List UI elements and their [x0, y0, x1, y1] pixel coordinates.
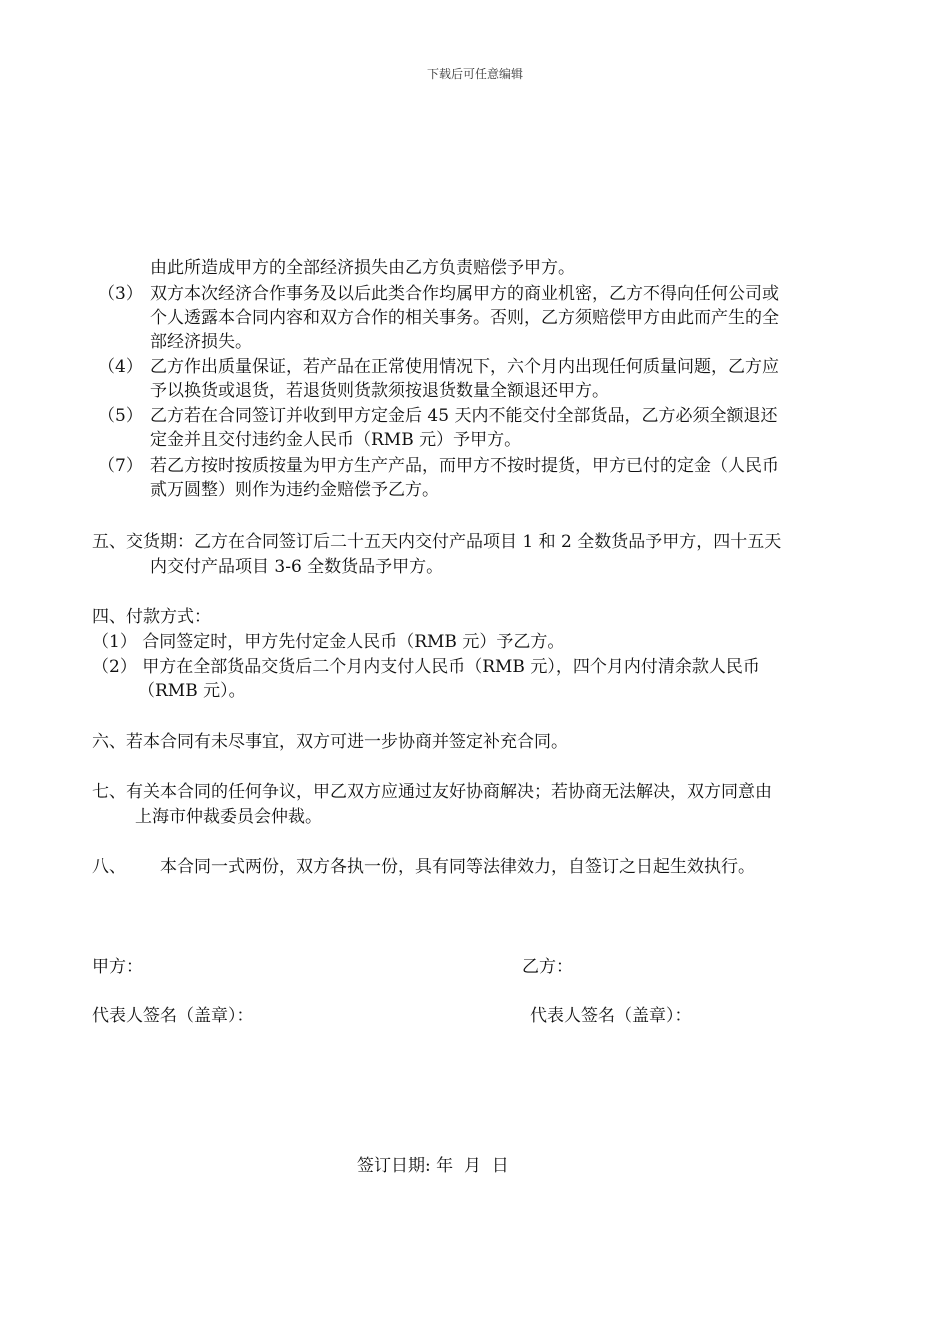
clause-4-line-1: 乙方作出质量保证，若产品在正常使用情况下，六个月内出现任何质量问题，乙方应: [150, 357, 779, 377]
party-b-label: 乙方：: [522, 957, 573, 977]
clause-5-line-2: 定金并且交付违约金人民币（RMB 元）予甲方。: [150, 430, 522, 450]
clause-continued-text: 由此所造成甲方的全部经济损失由乙方负责赔偿予甲方。: [150, 258, 575, 278]
representative-a-signature-label: 代表人签名（盖章）：: [92, 1006, 254, 1026]
copies-number: 八、: [92, 857, 126, 877]
sign-date: 签订日期: 年 月 日: [357, 1156, 509, 1176]
clause-3-line-1: 双方本次经济合作事务及以后此类合作均属甲方的商业机密，乙方不得向任何公司或: [150, 284, 779, 304]
copies-text: 本合同一式两份，双方各执一份，具有同等法律效力，自签订之日起生效执行。: [160, 857, 755, 877]
supplement-text: 六、若本合同有未尽事宜，双方可进一步协商并签定补充合同。: [92, 732, 568, 752]
clause-5-number: （5）: [98, 406, 143, 426]
dispute-line-1: 七、有关本合同的任何争议，甲乙双方应通过友好协商解决；若协商无法解决，双方同意由: [92, 782, 772, 802]
representative-b-signature-label: 代表人签名（盖章）：: [530, 1006, 692, 1026]
payment-item-2-line-1: （2） 甲方在全部货品交货后二个月内支付人民币（RMB 元），四个月内付清余款人民币: [92, 657, 760, 677]
delivery-line-2: 内交付产品项目 3-6 全数货品予甲方。: [150, 557, 444, 577]
payment-item-1: （1） 合同签定时，甲方先付定金人民币（RMB 元）予乙方。: [92, 632, 565, 652]
payment-item-2-line-2: （RMB 元）。: [138, 681, 246, 701]
clause-5-line-1: 乙方若在合同签订并收到甲方定金后 45 天内不能交付全部货品，乙方必须全额退还: [150, 406, 778, 426]
delivery-line-1: 五、交货期：乙方在合同签订后二十五天内交付产品项目 1 和 2 全数货品予甲方，四十五天: [92, 532, 782, 552]
clause-7-number: （7）: [98, 456, 143, 476]
header-note: 下载后可任意编辑: [426, 67, 523, 81]
clause-4-line-2: 予以换货或退货，若退货则货款须按退货数量全额退还甲方。: [150, 381, 609, 401]
clause-3-line-3: 部经济损失。: [150, 332, 252, 352]
party-a-label: 甲方：: [92, 957, 143, 977]
clause-3-number: （3）: [98, 284, 143, 304]
dispute-line-2: 上海市仲裁委员会仲裁。: [135, 807, 322, 827]
payment-heading: 四、付款方式：: [92, 607, 211, 627]
clause-4-number: （4）: [98, 357, 143, 377]
clause-7-line-1: 若乙方按时按质按量为甲方生产产品，而甲方不按时提货，甲方已付的定金（人民币: [150, 456, 779, 476]
clause-3-line-2: 个人透露本合同内容和双方合作的相关事务。否则，乙方须赔偿甲方由此而产生的全: [150, 308, 779, 328]
clause-7-line-2: 贰万圆整）则作为违约金赔偿予乙方。: [150, 480, 439, 500]
